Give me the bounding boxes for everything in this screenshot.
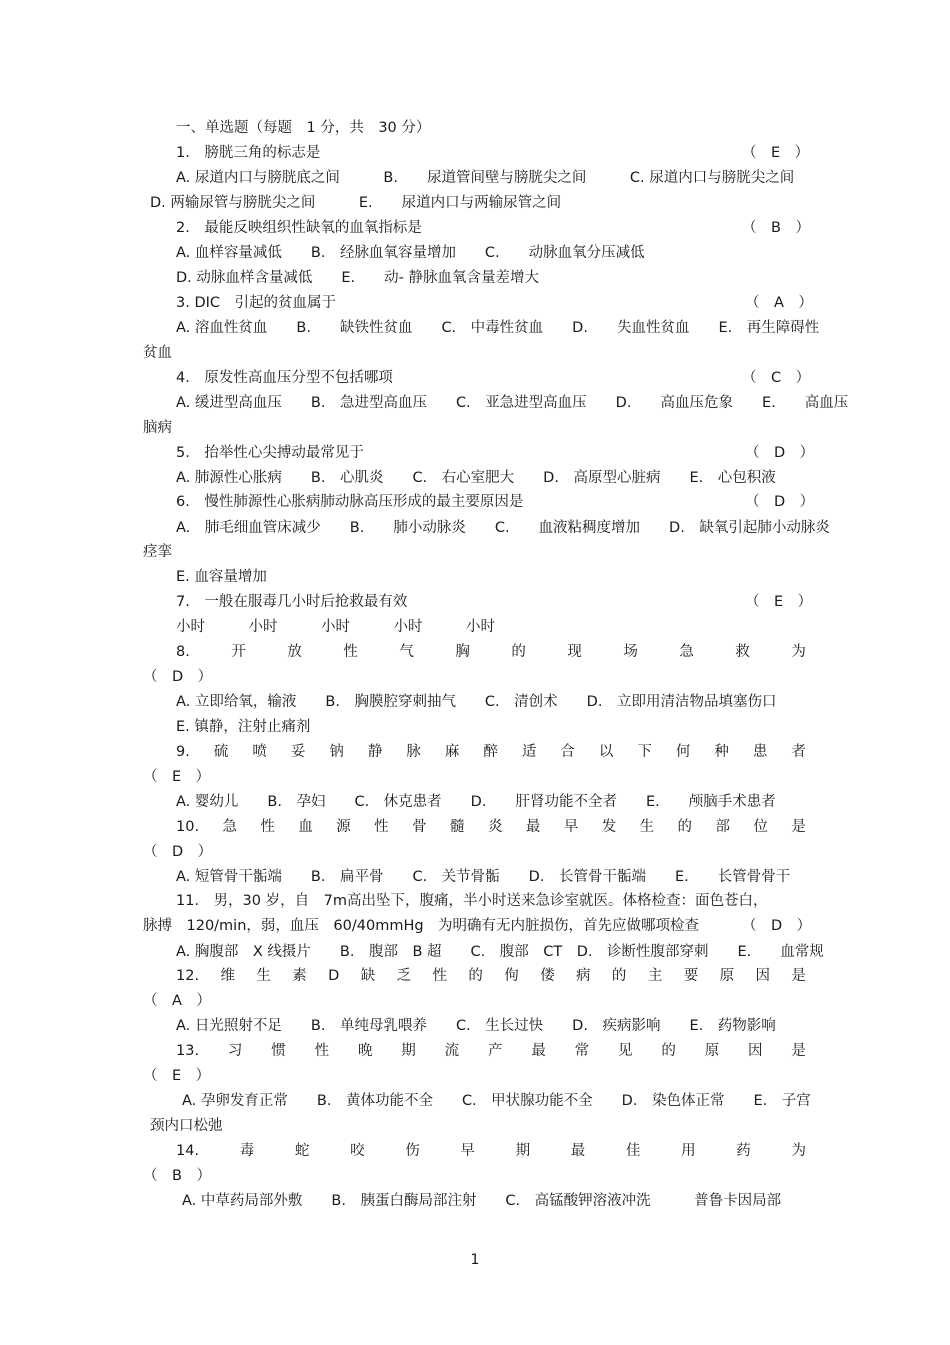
- question-2-options-line-1: A. 血样容量减低 B. 经脉血氧容量增加 C. 动脉血氧分压减低: [176, 245, 645, 261]
- question-14-answer: （ B ）: [143, 1168, 211, 1184]
- question-2-answer: （ B ）: [742, 220, 810, 236]
- stem-char: 适: [521, 744, 537, 760]
- stem-char: 因: [748, 1043, 763, 1059]
- stem-char: 最: [570, 1143, 586, 1159]
- stem-char: 为: [791, 644, 806, 660]
- stem-char: 性: [432, 968, 447, 984]
- stem-char: D: [328, 968, 340, 984]
- stem-char: 炎: [487, 819, 503, 835]
- question-6-options-line-1: A. 肺毛细血管床减少 B. 肺小动脉炎 C. 血液粘稠度增加 D. 缺氧引起肺小动脉炎: [176, 520, 830, 536]
- stem-char: 晚: [357, 1043, 373, 1059]
- question-9-answer: （ E ）: [143, 769, 211, 785]
- stem-char: 12.: [176, 968, 200, 984]
- question-11-options-line-1: A. 胸腹部 X 线摄片 B. 腹部 B 超 C. 腹部 CT D. 诊断性腹部穿刺 E. 血常规: [176, 944, 824, 960]
- stem-char: 维: [220, 968, 235, 984]
- question-11-answer: （ D ）: [742, 918, 812, 934]
- stem-char: 醉: [483, 744, 498, 760]
- stem-char: 习: [227, 1043, 243, 1059]
- question-6-options-line-2: 痉挛: [143, 544, 172, 560]
- question-4-answer: （ C ）: [742, 370, 811, 386]
- question-3-answer: （ A ）: [745, 295, 813, 311]
- question-3-stem: 3. DIC 引起的贫血属于: [176, 295, 337, 311]
- question-1-stem: 1. 膀胱三角的标志是: [176, 145, 321, 161]
- stem-char: 现: [567, 644, 582, 660]
- stem-char: 伤: [405, 1143, 420, 1159]
- stem-char: 最: [525, 819, 541, 835]
- question-3-options-line-1: A. 溶血性贫血 B. 缺铁性贫血 C. 中毒性贫血 D. 失血性贫血 E. 再生障碍性: [176, 320, 820, 336]
- stem-char: 因: [755, 968, 770, 984]
- stem-char: 生: [639, 819, 655, 835]
- stem-char: 下: [637, 744, 652, 760]
- stem-char: 期: [515, 1143, 531, 1159]
- stem-char: 早: [460, 1143, 475, 1159]
- stem-char: 静: [367, 744, 383, 760]
- stem-char: 性: [314, 1043, 330, 1059]
- stem-char: 蛇: [294, 1143, 310, 1159]
- question-11-stem-line-1: 11. 男，30 岁，自 7m高出坠下，腹痛，半小时送来急诊室就医。体格检查：面色苍白，: [176, 893, 768, 909]
- question-9-options-line-1: A. 婴幼儿 B. 孕妇 C. 休克患者 D. 肝肾功能不全者 E. 颅脑手术患者: [176, 794, 776, 810]
- stem-char: 佝: [504, 968, 519, 984]
- stem-char: 髓: [450, 819, 465, 835]
- stem-char: 的: [677, 819, 693, 835]
- question-6-answer: （ D ）: [745, 494, 815, 510]
- stem-char: 钠: [329, 744, 344, 760]
- stem-char: 见: [618, 1043, 633, 1059]
- stem-char: 源: [336, 819, 351, 835]
- stem-char: 是: [791, 968, 806, 984]
- stem-char: 病: [576, 968, 591, 984]
- question-4-options-line-1: A. 缓进型高血压 B. 急进型高血压 C. 亚急进型高血压 D. 高血压危象 E. 高血压: [176, 395, 849, 411]
- stem-char: 生: [256, 968, 271, 984]
- question-7-answer: （ E ）: [745, 594, 813, 610]
- stem-char: 血: [298, 819, 313, 835]
- question-1-answer: （ E ）: [742, 145, 810, 161]
- question-8-options-line-1: A. 立即给氧，输液 B. 胸膜腔穿刺抽气 C. 清创术 D. 立即用清洁物品填塞伤口: [176, 694, 777, 710]
- stem-char: 主: [647, 968, 663, 984]
- question-13-answer: （ E ）: [143, 1068, 211, 1084]
- question-13-options-line-1: A. 孕卵发育正常 B. 黄体功能不全 C. 甲状腺功能不全 D. 染色体正常 E. 子宫: [182, 1093, 811, 1109]
- stem-char: 药: [736, 1143, 751, 1159]
- stem-char: 的: [468, 968, 483, 984]
- stem-char: 者: [791, 744, 806, 760]
- stem-char: 偻: [540, 968, 555, 984]
- stem-char: 惯: [271, 1043, 286, 1059]
- question-5-options-line-1: A. 肺源性心胀病 B. 心肌炎 C. 右心室肥大 D. 高原型心脏病 E. 心包积液: [176, 470, 776, 486]
- stem-char: 以: [598, 744, 614, 760]
- question-6-options-line-3: E. 血容量增加: [176, 569, 267, 585]
- stem-char: 乏: [396, 968, 412, 984]
- stem-char: 开: [231, 644, 246, 660]
- question-4-options-line-2: 脑病: [143, 420, 172, 436]
- stem-char: 最: [531, 1043, 546, 1059]
- stem-char: 14.: [176, 1143, 200, 1159]
- stem-char: 8.: [176, 644, 190, 660]
- stem-char: 胸: [455, 644, 470, 660]
- stem-char: 常: [574, 1043, 590, 1059]
- stem-char: 早: [563, 819, 579, 835]
- stem-char: 性: [260, 819, 275, 835]
- stem-char: 的: [661, 1043, 676, 1059]
- question-13-options-line-2: 颈内口松弛: [150, 1118, 223, 1134]
- stem-char: 救: [735, 644, 750, 660]
- stem-char: 原: [704, 1043, 720, 1059]
- stem-char: 部: [715, 819, 730, 835]
- stem-char: 性: [343, 644, 358, 660]
- stem-char: 素: [292, 968, 307, 984]
- question-8-stem: [176, 642, 806, 662]
- question-1-options-line-1: A. 尿道内口与膀胱底之间 B. 尿道管间壁与膀胱尖之间 C. 尿道内口与膀胱尖之间: [176, 170, 795, 186]
- stem-char: 妥: [290, 744, 306, 760]
- stem-char: 为: [791, 1143, 806, 1159]
- question-5-answer: （ D ）: [745, 445, 815, 461]
- stem-char: 9.: [176, 744, 190, 760]
- question-14-options-line-1: A. 中草药局部外敷 B. 胰蛋白酶局部注射 C. 高锰酸钾溶液冲洗 普鲁卡因局部: [182, 1193, 782, 1209]
- stem-char: 咬: [350, 1143, 365, 1159]
- stem-char: 毒: [239, 1143, 255, 1159]
- question-2-stem: 2. 最能反映组织性缺氧的血氧指标是: [176, 220, 422, 236]
- stem-char: 场: [623, 644, 638, 660]
- question-5-stem: 5. 抬举性心尖搏动最常见于: [176, 445, 364, 461]
- stem-char: 放: [287, 644, 302, 660]
- stem-char: 10.: [176, 819, 200, 835]
- stem-char: 原: [719, 968, 735, 984]
- stem-char: 佳: [625, 1143, 641, 1159]
- question-10-stem: [176, 817, 806, 837]
- stem-char: 期: [401, 1043, 416, 1059]
- question-6-stem: 6. 慢性肺源性心胀病肺动脉高压形成的最主要原因是: [176, 494, 524, 510]
- question-10-options-line-1: A. 短管骨干骺端 B. 扁平骨 C. 关节骨骺 D. 长管骨干骺端 E. 长管骨骨干: [176, 869, 791, 885]
- page-number: 1: [470, 1252, 480, 1268]
- stem-char: 急: [679, 644, 694, 660]
- question-12-options-line-1: A. 日光照射不足 B. 单纯母乳喂养 C. 生长过快 D. 疾病影响 E. 药物影响: [176, 1018, 776, 1034]
- question-8-answer: （ D ）: [143, 669, 213, 685]
- question-13-stem: [176, 1041, 806, 1061]
- stem-char: 患: [752, 744, 768, 760]
- stem-char: 要: [683, 968, 699, 984]
- question-7-options-line-1: 小时 小时 小时 小时 小时: [176, 619, 495, 635]
- question-12-stem: [176, 966, 806, 986]
- question-4-stem: 4. 原发性高血压分型不包括哪项: [176, 370, 393, 386]
- stem-char: 13.: [176, 1043, 200, 1059]
- stem-char: 气: [399, 644, 414, 660]
- stem-char: 流: [444, 1043, 460, 1059]
- stem-char: 用: [681, 1143, 696, 1159]
- question-1-options-line-2: D. 两输尿管与膀胱尖之间 E. 尿道内口与两输尿管之间: [150, 195, 562, 211]
- stem-char: 骨: [412, 819, 427, 835]
- question-7-stem: 7. 一般在服毒几小时后抢救最有效: [176, 594, 408, 610]
- section-title: 一、单选题（每题 1 分，共 30 分）: [176, 120, 431, 136]
- question-2-options-line-2: D. 动脉血样含量减低 E. 动- 静脉血氧含量差增大: [176, 270, 539, 286]
- stem-char: 种: [714, 744, 729, 760]
- stem-char: 麻: [444, 744, 460, 760]
- question-10-answer: （ D ）: [143, 844, 213, 860]
- stem-char: 何: [675, 744, 691, 760]
- question-3-options-line-2: 贫血: [143, 345, 172, 361]
- question-8-options-line-2: E. 镇静，注射止痛剂: [176, 719, 311, 735]
- stem-char: 合: [560, 744, 575, 760]
- question-9-stem: [176, 742, 806, 762]
- stem-char: 的: [611, 968, 627, 984]
- question-11-stem-line-2: 脉搏 120/min，弱，血压 60/40mmHg 为明确有无内脏损伤，首先应做哪项检查: [143, 918, 700, 934]
- stem-char: 缺: [360, 968, 376, 984]
- stem-char: 急: [222, 819, 237, 835]
- stem-char: 脉: [406, 744, 421, 760]
- stem-char: 性: [374, 819, 389, 835]
- question-12-answer: （ A ）: [143, 993, 211, 1009]
- question-14-stem: [176, 1141, 806, 1161]
- stem-char: 喷: [252, 744, 267, 760]
- stem-char: 发: [601, 819, 617, 835]
- stem-char: 产: [487, 1043, 503, 1059]
- stem-char: 是: [791, 819, 806, 835]
- stem-char: 是: [791, 1043, 806, 1059]
- stem-char: 硫: [213, 744, 229, 760]
- stem-char: 的: [511, 644, 526, 660]
- stem-char: 位: [753, 819, 768, 835]
